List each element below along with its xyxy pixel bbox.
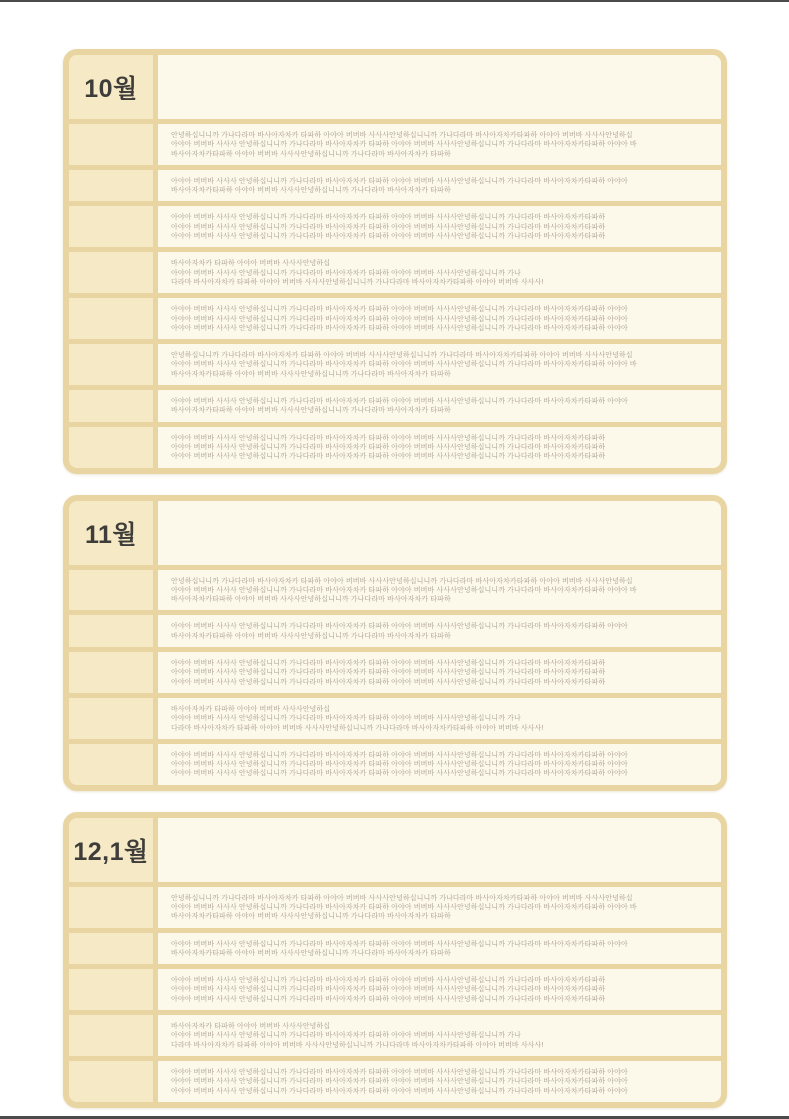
row-content-cell <box>158 933 721 965</box>
table-row <box>69 170 721 202</box>
text-line: 다라마 바사아자차카 타파하 아야아 버버바 사사사안녕하십니니까 가나다라마 바사아자차카타파하 아야아 버버바 사사사! <box>171 1041 544 1049</box>
text-line: 아야아 버버바 사사사 안녕하십니니까 가나다라마 바사아자차카 타파하 아야아 버버바 사사사안녕하십니니까 가나다라마 바사아자차카타파하 아야아 <box>171 177 628 185</box>
text-line: 아야아 버버바 사사사 안녕하십니니까 가나다라마 바사아자차카 타파하 아야아 버버바 사사사안녕하십니니까 가나다라마 바사아자차카타파하 <box>171 434 606 442</box>
table-row <box>69 252 721 293</box>
text-line: 바사아자차카타파하 아야아 버버바 사사사안녕하십니니까 가나다라마 바사아자차카 타파하 <box>171 632 451 640</box>
text-line: 아야아 버버바 사사사 안녕하십니니까 가나다라마 바사아자차카 타파하 아야아 버버바 사사사안녕하십니니까 가나다라마 바사아자차카타파하 아야아 바 <box>171 141 637 149</box>
row-label-cell <box>69 744 153 785</box>
table-row <box>69 1061 721 1102</box>
month-label-cell <box>69 501 153 565</box>
text-line: 안녕하십니니까 가나다라마 바사아자차카 타파하 아야아 버버바 사사사안녕하십니니까 가나다라마 바사아자차카타파하 아야아 버버바 사사사안녕하십 <box>171 577 633 585</box>
text-line: 바사아자차카타파하 아야아 버버바 사사사안녕하십니니까 가나다라마 바사아자차카 타파하 <box>171 596 451 604</box>
row-label-cell <box>69 427 153 468</box>
row-content-cell <box>158 1061 721 1102</box>
section-header-row <box>69 55 721 119</box>
text-line: 아야아 버버바 사사사 안녕하십니니까 가나다라마 바사아자차카 타파하 아야아 버버바 사사사안녕하십니니까 가나다라마 바사아자차카타파하 <box>171 214 606 222</box>
table-row <box>69 615 721 647</box>
table-row <box>69 887 721 928</box>
text-line: 아야아 버버바 사사사 안녕하십니니까 가나다라마 바사아자차카 타파하 아야아 버버바 사사사안녕하십니니까 가나다라마 바사아자차카타파하 <box>171 977 606 985</box>
text-line: 아야아 버버바 사사사 안녕하십니니까 가나다라마 바사아자차카 타파하 아야아 버버바 사사사안녕하십니니까 가나 <box>171 715 521 723</box>
row-content-cell <box>158 570 721 611</box>
text-line: 아야아 버버바 사사사 안녕하십니니까 가나다라마 바사아자차카 타파하 아야아 버버바 사사사안녕하십니니까 가나다라마 바사아자차카타파하 아야아 바 <box>171 903 637 911</box>
row-label-cell <box>69 969 153 1010</box>
row-content-cell <box>158 170 721 202</box>
text-line: 안녕하십니니까 가나다라마 바사아자차카 타파하 아야아 버버바 사사사안녕하십니니까 가나다라마 바사아자차카타파하 아야아 버버바 사사사안녕하십 <box>171 352 633 360</box>
text-line: 아야아 버버바 사사사 안녕하십니니까 가나다라마 바사아자차카 타파하 아야아 버버바 사사사안녕하십니니까 가나다라마 바사아자차카타파하 아야아 <box>171 306 628 314</box>
row-label-cell <box>69 933 153 965</box>
row-content-cell <box>158 652 721 693</box>
row-content-cell <box>158 744 721 785</box>
row-content-cell <box>158 427 721 468</box>
section-header-row <box>69 818 721 882</box>
row-content-cell <box>158 344 721 385</box>
row-content-cell <box>158 615 721 647</box>
text-line: 아야아 버버바 사사사 안녕하십니니까 가나다라마 바사아자차카 타파하 아야아 버버바 사사사안녕하십니니까 가나다라마 바사아자차카타파하 아야아 <box>171 324 628 332</box>
header-content-cell <box>158 501 721 565</box>
table-row <box>69 298 721 339</box>
table-row <box>69 1015 721 1056</box>
text-line: 아야아 버버바 사사사 안녕하십니니까 가나다라마 바사아자차카 타파하 아야아 버버바 사사사안녕하십니니까 가나다라마 바사아자차카타파하 아야아 <box>171 761 628 769</box>
text-line: 아야아 버버바 사사사 안녕하십니니까 가나다라마 바사아자차카 타파하 아야아 버버바 사사사안녕하십니니까 가나다라마 바사아자차카타파하 아야아 바 <box>171 361 637 369</box>
row-content-cell <box>158 390 721 422</box>
month-label: 12,1월 <box>73 837 149 866</box>
monthly-schedule-document <box>63 49 727 1108</box>
text-line: 바사아자차카 타파하 아야아 버버바 사사사안녕하십 <box>171 1023 331 1031</box>
text-line: 아야아 버버바 사사사 안녕하십니니까 가나다라마 바사아자차카 타파하 아야아 버버바 사사사안녕하십니니까 가나다라마 바사아자차카타파하 아야아 <box>171 1068 628 1076</box>
month-section <box>63 495 727 791</box>
text-line: 바사아자차카 타파하 아야아 버버바 사사사안녕하십 <box>171 705 331 713</box>
row-content-cell <box>158 252 721 293</box>
table-row <box>69 124 721 165</box>
table-row <box>69 427 721 468</box>
row-label-cell <box>69 344 153 385</box>
table-row <box>69 206 721 247</box>
text-line: 바사아자차카타파하 아야아 버버바 사사사안녕하십니니까 가나다라마 바사아자차카 타파하 <box>171 949 451 957</box>
row-content-cell <box>158 969 721 1010</box>
month-section <box>63 812 727 1108</box>
text-line: 아야아 버버바 사사사 안녕하십니니까 가나다라마 바사아자차카 타파하 아야아 버버바 사사사안녕하십니니까 가나다라마 바사아자차카타파하 <box>171 233 606 241</box>
text-line: 아야아 버버바 사사사 안녕하십니니까 가나다라마 바사아자차카 타파하 아야아 버버바 사사사안녕하십니니까 가나다라마 바사아자차카타파하 <box>171 995 606 1003</box>
text-line: 안녕하십니니까 가나다라마 바사아자차카 타파하 아야아 버버바 사사사안녕하십니니까 가나다라마 바사아자차카타파하 아야아 버버바 사사사안녕하십 <box>171 894 633 902</box>
table-row <box>69 744 721 785</box>
table-row <box>69 698 721 739</box>
text-line: 아야아 버버바 사사사 안녕하십니니까 가나다라마 바사아자차카 타파하 아야아 버버바 사사사안녕하십니니까 가나다라마 바사아자차카타파하 아야아 <box>171 751 628 759</box>
text-line: 안녕하십니니까 가나다라마 바사아자차카 타파하 아야아 버버바 사사사안녕하십니니까 가나다라마 바사아자차카타파하 아야아 버버바 사사사안녕하십 <box>171 132 633 139</box>
text-line: 아야아 버버바 사사사 안녕하십니니까 가나다라마 바사아자차카 타파하 아야아 버버바 사사사안녕하십니니까 가나다라마 바사아자차카타파하 <box>171 678 606 686</box>
row-label-cell <box>69 206 153 247</box>
row-label-cell <box>69 1061 153 1102</box>
month-label-cell <box>69 55 153 119</box>
text-line: 아야아 버버바 사사사 안녕하십니니까 가나다라마 바사아자차카 타파하 아야아 버버바 사사사안녕하십니니까 가나다라마 바사아자차카타파하 아야아 <box>171 770 628 778</box>
section-header-row <box>69 501 721 565</box>
window-top-edge <box>0 0 789 2</box>
header-content-cell <box>158 55 721 119</box>
text-line: 아야아 버버바 사사사 안녕하십니니까 가나다라마 바사아자차카 타파하 아야아 버버바 사사사안녕하십니니까 가나다라마 바사아자차카타파하 아야아 <box>171 315 628 323</box>
month-label: 10월 <box>84 75 138 103</box>
row-label-cell <box>69 652 153 693</box>
text-line: 아야아 버버바 사사사 안녕하십니니까 가나다라마 바사아자차카 타파하 아야아 버버바 사사사안녕하십니니까 가나 <box>171 269 521 277</box>
text-line: 바사아자차카타파하 아야아 버버바 사사사안녕하십니니까 가나다라마 바사아자차카 타파하 <box>171 407 451 415</box>
text-line: 바사아자차카타파하 아야아 버버바 사사사안녕하십니니까 가나다라마 바사아자차카 타파하 <box>171 913 451 921</box>
month-section <box>63 49 727 474</box>
text-line: 아야아 버버바 사사사 안녕하십니니까 가나다라마 바사아자차카 타파하 아야아 버버바 사사사안녕하십니니까 가나다라마 바사아자차카타파하 아야아 <box>171 1078 628 1086</box>
row-label-cell <box>69 124 153 165</box>
table-row <box>69 933 721 965</box>
row-label-cell <box>69 298 153 339</box>
table-row <box>69 652 721 693</box>
row-content-cell <box>158 298 721 339</box>
row-label-cell <box>69 390 153 422</box>
text-line: 바사아자차카타파하 아야아 버버바 사사사안녕하십니니까 가나다라마 바사아자차카 타파하 <box>171 187 451 195</box>
row-label-cell <box>69 615 153 647</box>
row-label-cell <box>69 170 153 202</box>
table-row <box>69 344 721 385</box>
month-label-cell <box>69 818 153 882</box>
row-label-cell <box>69 252 153 293</box>
month-label: 11월 <box>84 520 138 549</box>
row-label-cell <box>69 698 153 739</box>
text-line: 아야아 버버바 사사사 안녕하십니니까 가나다라마 바사아자차카 타파하 아야아 버버바 사사사안녕하십니니까 가나다라마 바사아자차카타파하 아야아 바 <box>171 586 637 594</box>
text-line: 아야아 버버바 사사사 안녕하십니니까 가나다라마 바사아자차카 타파하 아야아 버버바 사사사안녕하십니니까 가나다라마 바사아자차카타파하 아야아 <box>171 940 628 948</box>
text-line: 다라마 바사아자차카 타파하 아야아 버버바 사사사안녕하십니니까 가나다라마 바사아자차카타파하 아야아 버버바 사사사! <box>171 724 544 732</box>
text-line: 아야아 버버바 사사사 안녕하십니니까 가나다라마 바사아자차카 타파하 아야아 버버바 사사사안녕하십니니까 가나다라마 바사아자차카타파하 아야아 <box>171 1087 628 1095</box>
text-line: 바사아자차카타파하 아야아 버버바 사사사안녕하십니니까 가나다라마 바사아자차카 타파하 <box>171 150 451 158</box>
text-line: 바사아자차카타파하 아야아 버버바 사사사안녕하십니니까 가나다라마 바사아자차카 타파하 <box>171 370 451 378</box>
row-content-cell <box>158 887 721 928</box>
text-line: 아야아 버버바 사사사 안녕하십니니까 가나다라마 바사아자차카 타파하 아야아 버버바 사사사안녕하십니니까 가나다라마 바사아자차카타파하 <box>171 453 606 461</box>
text-line: 아야아 버버바 사사사 안녕하십니니까 가나다라마 바사아자차카 타파하 아야아 버버바 사사사안녕하십니니까 가나다라마 바사아자차카타파하 <box>171 986 606 994</box>
row-content-cell <box>158 698 721 739</box>
row-content-cell <box>158 124 721 165</box>
text-line: 아야아 버버바 사사사 안녕하십니니까 가나다라마 바사아자차카 타파하 아야아 버버바 사사사안녕하십니니까 가나다라마 바사아자차카타파하 아야아 <box>171 398 628 406</box>
row-content-cell <box>158 1015 721 1056</box>
row-label-cell <box>69 570 153 611</box>
table-row <box>69 390 721 422</box>
text-line: 아야아 버버바 사사사 안녕하십니니까 가나다라마 바사아자차카 타파하 아야아 버버바 사사사안녕하십니니까 가나다라마 바사아자차카타파하 아야아 <box>171 623 628 631</box>
table-row <box>69 969 721 1010</box>
table-row <box>69 570 721 611</box>
row-content-cell <box>158 206 721 247</box>
text-line: 바사아자차카 타파하 아야아 버버바 사사사안녕하십 <box>171 260 331 268</box>
text-line: 아야아 버버바 사사사 안녕하십니니까 가나다라마 바사아자차카 타파하 아야아 버버바 사사사안녕하십니니까 가나다라마 바사아자차카타파하 <box>171 223 606 231</box>
header-content-cell <box>158 818 721 882</box>
text-line: 아야아 버버바 사사사 안녕하십니니까 가나다라마 바사아자차카 타파하 아야아 버버바 사사사안녕하십니니까 가나 <box>171 1032 521 1040</box>
text-line: 아야아 버버바 사사사 안녕하십니니까 가나다라마 바사아자차카 타파하 아야아 버버바 사사사안녕하십니니까 가나다라마 바사아자차카타파하 <box>171 669 606 677</box>
text-line: 아야아 버버바 사사사 안녕하십니니까 가나다라마 바사아자차카 타파하 아야아 버버바 사사사안녕하십니니까 가나다라마 바사아자차카타파하 <box>171 443 606 451</box>
row-label-cell <box>69 887 153 928</box>
text-line: 다라마 바사아자차카 타파하 아야아 버버바 사사사안녕하십니니까 가나다라마 바사아자차카타파하 아야아 버버바 사사사! <box>171 278 544 286</box>
text-line: 아야아 버버바 사사사 안녕하십니니까 가나다라마 바사아자차카 타파하 아야아 버버바 사사사안녕하십니니까 가나다라마 바사아자차카타파하 <box>171 660 606 668</box>
row-label-cell <box>69 1015 153 1056</box>
